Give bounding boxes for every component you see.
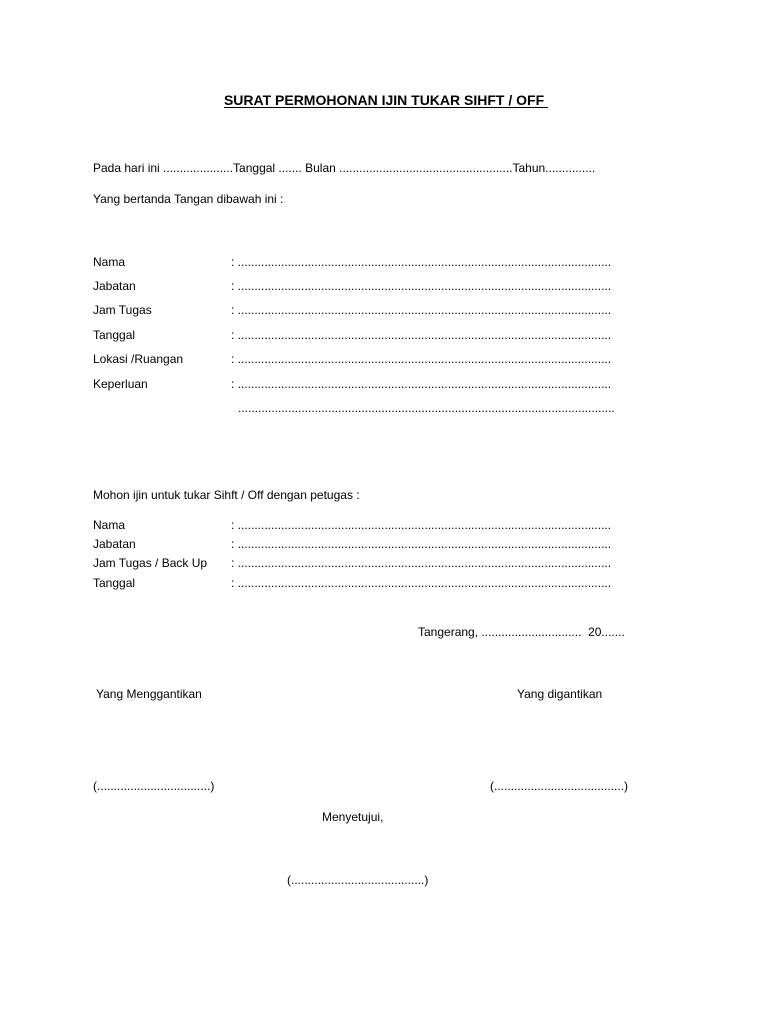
partner-date-label: Tanggal (93, 576, 136, 590)
applicant-name-label: Nama (93, 255, 126, 269)
date-line: Pada hari ini .....................Tanggal ....... Bulan ....................................................Tahun............... (93, 161, 596, 175)
intro-text: Yang bertanda Tangan dibawah ini : (93, 192, 284, 206)
partner-position-label: Jabatan (93, 537, 136, 551)
applicant-position-field: : ................................................................................................................ (231, 279, 612, 293)
replacement-label: Yang Menggantikan (96, 687, 202, 701)
applicant-name-field: : ................................................................................................................ (231, 255, 612, 269)
replacement-signature-line: (..................................) (93, 779, 215, 793)
applicant-purpose-field: : ................................................................................................................ (231, 377, 612, 391)
applicant-location-field: : ................................................................................................................ (231, 352, 612, 366)
applicant-duty-hours-label: Jam Tugas (93, 303, 152, 317)
replaced-label: Yang digantikan (517, 687, 603, 701)
document-title-text: SURAT PERMOHONAN IJIN TUKAR SIHFT / OFF (223, 92, 549, 108)
applicant-duty-hours-field: : ................................................................................................................ (231, 303, 612, 317)
approval-signature-line: (........................................) (287, 873, 429, 887)
applicant-date-label: Tanggal (93, 328, 136, 342)
applicant-position-label: Jabatan (93, 279, 136, 293)
approval-label: Menyetujui, (322, 810, 384, 824)
partner-duty-hours-field: : ................................................................................................................ (231, 556, 612, 570)
partner-duty-hours-label: Jam Tugas / Back Up (93, 556, 208, 570)
partner-position-field: : ................................................................................................................ (231, 537, 612, 551)
partner-date-field: : ................................................................................................................ (231, 576, 612, 590)
replaced-signature-line: (.......................................) (490, 779, 629, 793)
request-text: Mohon ijin untuk tukar Sihft / Off dengan petugas : (93, 488, 360, 502)
partner-name-label: Nama (93, 518, 126, 532)
applicant-purpose-label: Keperluan (93, 377, 148, 391)
applicant-date-field: : ................................................................................................................ (231, 328, 612, 342)
partner-name-field: : ................................................................................................................ (231, 518, 612, 532)
applicant-location-label: Lokasi /Ruangan (93, 352, 184, 366)
document-title (0, 91, 768, 109)
applicant-purpose-continuation: ................................................................................................................. (238, 401, 615, 415)
place-date-line: Tangerang, .............................. 20....... (418, 625, 625, 639)
